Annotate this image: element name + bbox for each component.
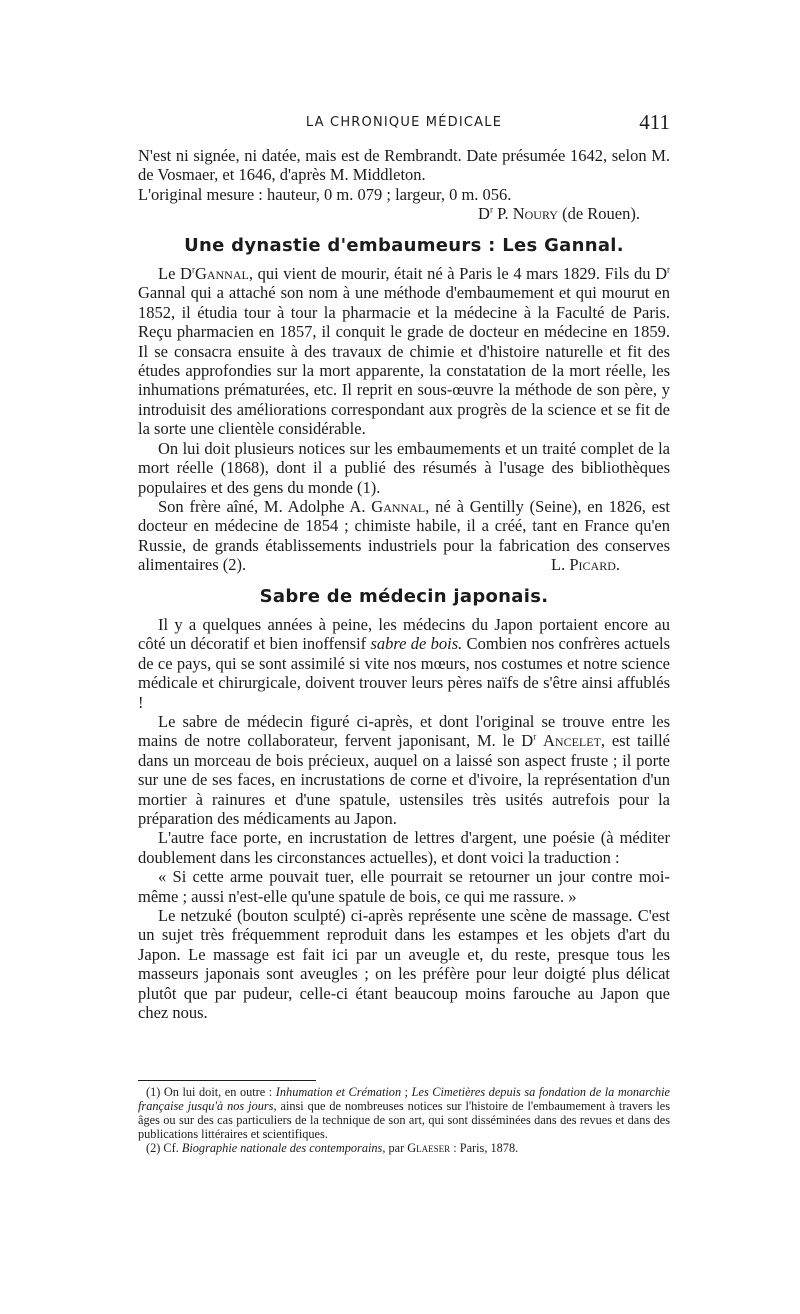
article-2-paragraph-1 (138, 615, 670, 712)
footnotes (138, 1086, 670, 1156)
text-run: (2) Cf. (146, 1140, 182, 1155)
signature-title: D (478, 204, 490, 224)
body-text (138, 146, 670, 1022)
italic-text: Inhumation et Crémation (275, 1085, 402, 1099)
article-2-paragraph-3: L'autre face porte, en incrustation de lettres d'argent, une poésie (à méditer doublement dans les circonstances actuelles), et dont voici la traduction : (138, 828, 670, 867)
intro-line-2: L'original mesure : hauteur, 0 m. 079 ; largeur, 0 m. 056. (138, 184, 512, 204)
text-run: Combien nos confrères actuels de ce pays, qui se sont assimilé si vite nos mœurs, nos costumes et notre science médicale et chirurgicale, doivent trouver leurs pères naïfs de s'être ainsi affublés ! (138, 634, 670, 712)
intro-line-1: N'est ni signée, ni datée, mais est de Rembrandt. Date présumée 1642, selon M. de Vosmaer, et 1646, d'après M. Middleton. (138, 146, 670, 185)
text-run: , est taillé dans un morceau de bois précieux, auquel on a laissé son aspect fruste ; il porte sur une de ses faces, en incrustations de corne et d'ivoire, la représentation d'un mortier à rainures et d'une spatule, ustensiles très usités autrefois pour la préparation des médicaments au Japon. (138, 731, 670, 828)
person-name: Gannal (194, 264, 249, 284)
text-run: ; (401, 1085, 412, 1099)
text-sup: r (191, 264, 195, 275)
text-run: Le sabre de médecin figuré ci-après, et dont l'original se trouve entre les mains de notre collaborateur, fervent japonisant, M. le D (138, 711, 670, 751)
signature-title-sup: r (489, 204, 493, 215)
article-1-title: Une dynastie d'embaumeurs : Les Gannal. (184, 234, 624, 256)
running-title: LA CHRONIQUE MÉDICALE (305, 115, 503, 130)
article-1-paragraph-2: On lui doit plusieurs notices sur les embaumements et un traité complet de la mort réelle (1868), dont il a publié des résumés à l'usage des bibliothèques populaires et des gens du monde (1). (138, 438, 670, 497)
text-run: , ainsi que de nombreuses notices sur l'histoire de l'embaumement à travers les âges ou sur des cas particuliers de la technique de son art, qui sont disséminées dans des revues et dans des publications littéraires et scientifiques. (138, 1098, 670, 1141)
page-number: 411 (639, 110, 670, 134)
text-sup: r (667, 264, 670, 275)
text-run: Le D (158, 264, 192, 284)
signature-name: Noury (512, 204, 558, 224)
person-name: Glaeser (407, 1140, 451, 1155)
signature-name: Picard. (569, 555, 620, 575)
text-run: (1) On lui doit, en outre : (146, 1085, 276, 1099)
text-run: : Paris, 1878. (450, 1140, 519, 1155)
article-2-paragraph-5: Le netzuké (bouton sculpté) ci-après représente une scène de massage. C'est un sujet très fréquemment reproduit dans les estampes et les objets d'art du Japon. Le massage est fait ici par un aveugle et, du reste, presque tous les masseurs japonais sont aveugles ; on les préfère pour leur doigté plus délicat plutôt que par pudeur, celle-ci étant beaucoup moins farouche au Japon que chez nous. (138, 906, 670, 1023)
text-run: , qui vient de mourir, était né à Paris le 4 mars 1829. Fils du D (248, 264, 667, 284)
text-run: , par (382, 1140, 408, 1155)
italic-text: Les Cimetières depuis sa fondation de la monarchie française jusqu'à nos jours (138, 1085, 670, 1113)
text-run: Son frère aîné, M. Adolphe A. (158, 496, 372, 516)
article-2-paragraph-2 (138, 712, 670, 828)
signature-initial: L. (551, 555, 566, 575)
intro-measure (138, 185, 670, 204)
article-1-paragraph-1 (138, 264, 670, 439)
article-1-paragraph-3 (138, 497, 670, 575)
text-run: Il y a quelques années à peine, les médecins du Japon portaient encore au côté un décoratif et bien inoffensif (138, 614, 670, 654)
signature-initial: P. (497, 204, 509, 224)
intro-signature (138, 204, 670, 223)
italic-text: Biographie nationale des contemporains (181, 1140, 383, 1155)
footnote-2 (138, 1142, 670, 1156)
footnote-divider (138, 1080, 316, 1081)
page-header (138, 110, 670, 137)
text-run: Gannal qui a attaché son nom à une méthode d'embaumement et qui mourut en 1852, il étudia tour à tour la pharmacie et la médecine à la Faculté de Paris. Reçu pharmacien en 1857, il conquit le grade de docteur en médecine en 1859. Il se consacra ensuite à des travaux de chimie et d'histoire naturelle et fit des études approfondies sur la mort apparente, la constatation de la mort réelle, les inhumations prématurées, etc. Il reprit en sous-œuvre la méthode de son père, y introduisit des améliorations correspondant aux progrès de la science et se fit de la sorte une clientèle considérable. (138, 283, 670, 439)
italic-text: sabre de bois. (370, 634, 463, 654)
intro-paragraph (138, 146, 670, 185)
text-sup: r (533, 731, 537, 742)
article-2-title: Sabre de médecin japonais. (259, 585, 549, 607)
person-name: Ancelet (543, 731, 601, 751)
person-name: Gannal (371, 496, 426, 516)
footnote-1 (138, 1086, 670, 1142)
article-1-signature (531, 555, 670, 574)
signature-place: (de Rouen). (562, 204, 640, 224)
text-run: , né à Gentilly (Seine), en 1826, est docteur en médecine de 1854 ; chimiste habile, il a créé, tant en France qu'en Russie, de grands établissements industriels pour la fabrication des conserves alimentaires (2). (138, 496, 670, 575)
article-2-quote: « Si cette arme pouvait tuer, elle pourrait se retourner un jour contre moi-même ; aussi n'est-elle qu'une spatule de bois, ce qui me rassure. » (138, 867, 670, 906)
